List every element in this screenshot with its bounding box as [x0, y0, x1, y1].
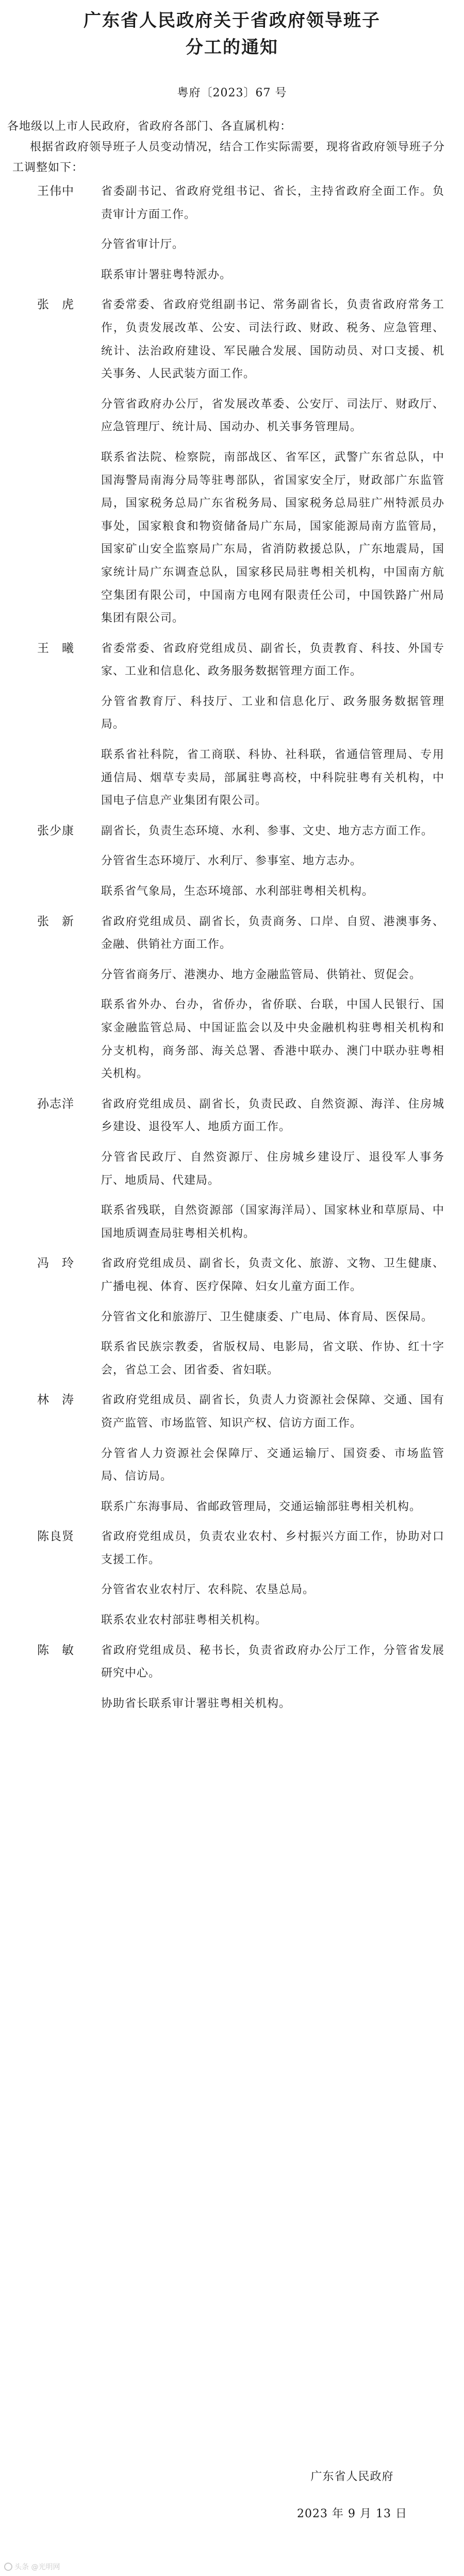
duty-paragraph: 省委常委、省政府党组副书记、常务副省长，负责省政府常务工作，负责发展改革、公安、司法行政、财政、税务、应急管理、统计、法治政府建设、军民融合发展、国防动员、对口支援、机关事务、人民武装方面工作。 — [101, 298, 444, 381]
duty-paragraph: 省委常委、省政府党组成员、副省长，负责教育、科技、外国专家、工业和信息化、政务服务数据管理方面工作。 — [101, 642, 444, 678]
watermark-logo-icon — [4, 2563, 12, 2571]
intro-paragraph: 根据省政府领导班子人员变动情况，结合工作实际需要，现将省政府领导班子分工调整如下： — [12, 141, 445, 174]
member-duties — [101, 1093, 444, 1246]
document-number: 粤府〔2023〕67 号 — [177, 87, 287, 99]
member-name: 张 虎 — [37, 298, 74, 312]
duty-paragraph: 联系农业农村部驻粤相关机构。 — [101, 1614, 268, 1627]
member-name: 王伟中 — [37, 185, 74, 198]
recipient-line: 各地级以上市人民政府，省政府各部门、各直属机构： — [7, 120, 292, 133]
duty-paragraph: 联系省残联，自然资源部（国家海洋局）、国家林业和草原局、中国地质调查局驻粤相关机构。 — [101, 1204, 444, 1240]
member-name: 王 曦 — [37, 641, 74, 655]
member-name: 林 涛 — [37, 1393, 74, 1407]
duty-paragraph: 联系广东海事局、省邮政管理局，交通运输部驻粤相关机构。 — [101, 1500, 422, 1513]
member-name: 孙志洋 — [37, 1097, 74, 1111]
signature-block — [297, 2467, 407, 2524]
member-section — [0, 638, 464, 813]
member-duties — [101, 1252, 444, 1382]
member-section — [0, 820, 464, 904]
duty-paragraph: 分管省教育厅、科技厅、工业和信息化厅、政务服务数据管理局。 — [101, 695, 444, 731]
member-section — [0, 911, 464, 1086]
member-section — [0, 1093, 464, 1246]
duty-paragraph: 分管省文化和旅游厅、卫生健康委、广电局、体育局、医保局。 — [101, 1310, 434, 1324]
duty-paragraph: 省委副书记、省政府党组书记、省长，主持省政府全面工作。负责审计方面工作。 — [101, 185, 444, 221]
duty-paragraph: 联系省气象局，生态环境部、水利部驻粤相关机构。 — [101, 885, 374, 898]
document-title — [0, 0, 464, 61]
member-name: 陈 敏 — [37, 1643, 74, 1657]
duty-paragraph: 分管省人力资源社会保障厅、交通运输厅、国资委、市场监管局、信访局。 — [101, 1447, 444, 1483]
member-list — [0, 180, 464, 1715]
member-duties — [101, 294, 444, 630]
duty-paragraph: 省政府党组成员、副省长，负责人力资源社会保障、交通、国有资产监管、市场监管、知识产权、信访方面工作。 — [101, 1394, 444, 1430]
member-name: 张 新 — [37, 914, 74, 928]
member-name: 冯 玲 — [37, 1257, 74, 1270]
issue-date: 2023 年 9 月 13 日 — [297, 2507, 407, 2520]
member-duties — [101, 911, 444, 1086]
title-line-2: 分工的通知 — [186, 37, 278, 58]
watermark-text: 头条 @光明网 — [14, 2563, 60, 2571]
member-section — [0, 1389, 464, 1518]
duty-paragraph: 分管省生态环境厅、水利厅、参事室、地方志办。 — [101, 855, 362, 868]
duty-paragraph: 协助省长联系审计署驻粤相关机构。 — [101, 1697, 291, 1710]
member-duties — [101, 1640, 444, 1716]
duty-paragraph: 省政府党组成员、副省长，负责文化、旅游、文物、卫生健康、广播电视、体育、医疗保障、妇女儿童方面工作。 — [101, 1257, 444, 1293]
duty-paragraph: 联系审计署驻粤特派办。 — [101, 268, 232, 281]
duty-paragraph: 联系省民族宗教委，省版权局、电影局，省文联、作协、红十字会，省总工会、团省委、省妇联。 — [101, 1341, 444, 1377]
issuer-name: 广东省人民政府 — [310, 2470, 394, 2483]
duty-paragraph: 联系省外办、台办，省侨办，省侨联、台联，中国人民银行、国家金融监管总局、中国证监会以及中央金融机构驻粤相关机构和分支机构，商务部、海关总署、香港中联办、澳门中联办驻粤相关机构。 — [101, 998, 444, 1081]
member-section — [0, 1252, 464, 1382]
title-line-1: 广东省人民政府关于省政府领导班子 — [84, 10, 380, 31]
duty-paragraph: 省政府党组成员、副省长，负责民政、自然资源、海洋、住房城乡建设、退役军人、地质方面工作。 — [101, 1097, 444, 1134]
member-duties — [101, 1389, 444, 1518]
duty-paragraph: 分管省审计厅。 — [101, 238, 185, 252]
member-duties — [101, 638, 444, 813]
member-section — [0, 180, 464, 287]
member-duties — [101, 820, 444, 904]
duty-paragraph: 分管省商务厅、港澳办、地方金融监管局、供销社、贸促会。 — [101, 968, 422, 981]
member-duties — [101, 180, 444, 287]
duty-paragraph: 分管省农业农村厅、农科院、农垦总局。 — [101, 1583, 315, 1597]
duty-paragraph: 联系省法院、检察院，南部战区、省军区，武警广东省总队，中国海警局南海分局等驻粤部队，省国家安全厅，财政部广东监管局，国家税务总局广东省税务局、国家税务总局驻广州特派员办事处，国家粮食和物资储备局广东局，国家能源局南方监管局，国家矿山安全监察局广东局，省消防救援总队，广东地震局，国家统计局广东调查总队，国家移民局驻粤相关机构，中国南方航空集团有限公司，中国南方电网有限责任公司，中国铁路广州局集团有限公司。 — [101, 450, 444, 625]
member-section — [0, 294, 464, 630]
duty-paragraph: 副省长，负责生态环境、水利、参事、文史、地方志方面工作。 — [101, 824, 434, 838]
member-section — [0, 1640, 464, 1716]
duty-paragraph: 分管省民政厅、自然资源厅、住房城乡建设厅、退役军人事务厅、地质局、代建局。 — [101, 1150, 444, 1187]
member-name: 张少康 — [37, 824, 74, 838]
member-duties — [101, 1526, 444, 1632]
duty-paragraph: 省政府党组成员，负责农业农村、乡村振兴方面工作，协助对口支援工作。 — [101, 1530, 444, 1566]
duty-paragraph: 分管省政府办公厅，省发展改革委、公安厅、司法厅、财政厅、应急管理厅、统计局、国动办、机关事务管理局。 — [101, 397, 444, 434]
duty-paragraph: 联系省社科院，省工商联、科协、社科联，省通信管理局、专用通信局、烟草专卖局，部属驻粤高校，中科院驻粤有关机构，中国电子信息产业集团有限公司。 — [101, 748, 444, 808]
member-name: 陈良贤 — [37, 1530, 74, 1544]
duty-paragraph: 省政府党组成员、秘书长，负责省政府办公厅工作，分管省发展研究中心。 — [101, 1644, 444, 1680]
watermark — [4, 2562, 60, 2572]
duty-paragraph: 省政府党组成员、副省长，负责商务、口岸、自贸、港澳事务、金融、供销社方面工作。 — [101, 915, 444, 951]
member-section — [0, 1526, 464, 1632]
